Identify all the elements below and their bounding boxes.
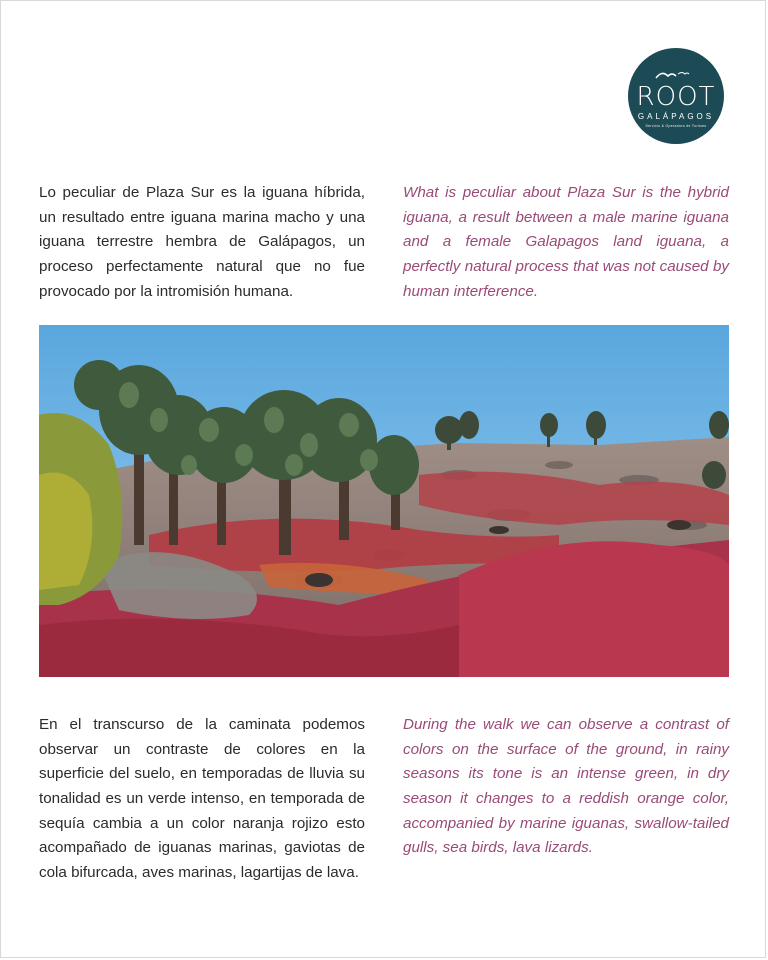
- paragraph-spanish-1: Lo peculiar de Plaza Sur es la iguana híbrida, un resultado entre iguana marina macho y una iguana terrestre hembra de Galápagos, un proceso perfectamente natural que no fue provocado por la intromisión humana.: [39, 184, 365, 300]
- logo-subtitle: GALÁPAGOS: [637, 112, 715, 121]
- paragraph-english-2: During the walk we can observe a contrast of colors on the surface of the ground, in rainy seasons its tone is an intense green, in dry season it changes to a reddish orange color, accompanied by marine iguanas, swallow-tailed gulls, sea birds, lava lizards.: [403, 716, 729, 857]
- landscape-illustration: [39, 325, 729, 677]
- paragraph-spanish-2: En el transcurso de la caminata podemos observar un contraste de colores en la superficie del suelo, en temporadas de lluvia su tonalidad es un verde intenso, en temporada de sequía cambia a un color naranja rojizo esto acompañado de iguanas marinas, gaviotas de cola bifurcada, aves marinas, lagartijas de lava.: [39, 716, 365, 881]
- cactus-landscape-image: [39, 325, 729, 677]
- root-galapagos-logo: [628, 48, 724, 144]
- paragraph-english-1: What is peculiar about Plaza Sur is the hybrid iguana, a result between a male marine iguana and a female Galapagos land iguana, a perfectly natural process that was not caused by human interference.: [403, 184, 729, 300]
- logo-word: ROOT: [636, 82, 716, 112]
- logo-tagline: Servicio & Operadora de Turismo: [645, 124, 707, 128]
